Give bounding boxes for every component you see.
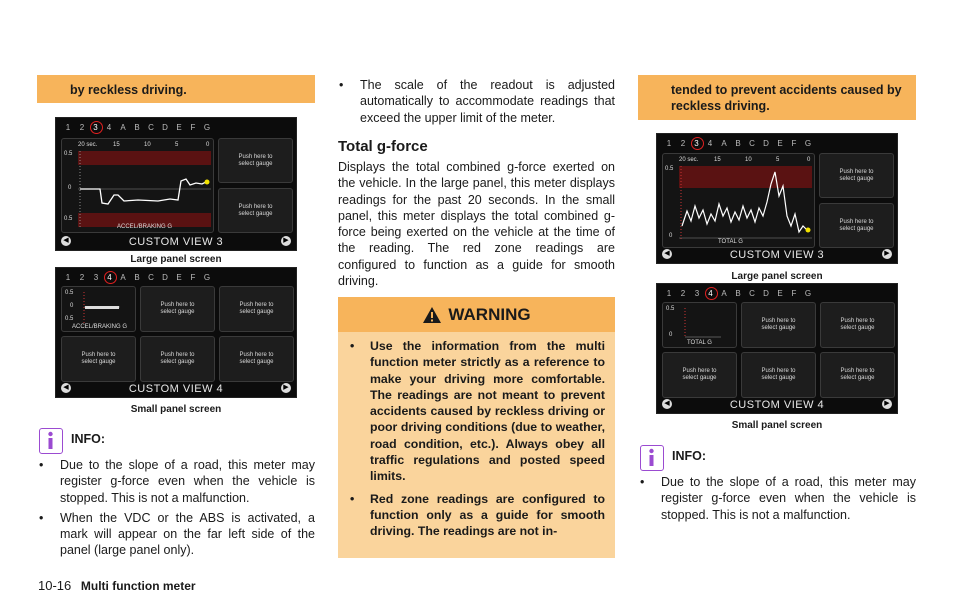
left-arrow-icon[interactable]: ◀ [662,399,672,409]
info-list [38,457,315,563]
list-item: • Due to the slope of a road, this meter may register g-force even when the vehicle is stopped. This is not a malfunction. [639,474,916,523]
large-panel-screen-image [55,117,297,251]
list-item: • The scale of the readout is adjusted automatically to accommodate readings that exceed the upper limit of the meter. [338,77,615,126]
accel-braking-trace [78,151,211,227]
large-panel-caption: Large panel screen [731,271,823,282]
page-footer [38,578,196,593]
info-icon [640,445,664,471]
section-paragraph: Displays the total combined g-force exerted on the vehicle. In the large panel, this meter displays readings for the past 20 seconds. In the small panel, this meter displays the total combined g-force being exerted on the vehicle at the time of the reading. The red zone readings are configured to function as a guide for smooth driving. [338,160,615,289]
list-item: • Red zone readings are configured to function only as a guide for smooth driving. The readings are not in- [350,491,605,540]
large-panel-screen-image [656,133,898,264]
page-number: 10-16 [38,578,72,593]
band-text: by reckless driving. [70,83,187,97]
right-arrow-icon[interactable]: ▶ [882,399,892,409]
screen-title: CUSTOM VIEW 4 [729,399,825,411]
total-g-mini-graph: 0.5 0 TOTAL G [662,302,737,348]
list-item: • Due to the slope of a road, this meter may register g-force even when the vehicle is stopped. This is not a malfunction. [38,457,315,506]
gauge-tabs: 1 2 3 4 A B C D E F G [65,123,213,132]
large-panel-caption: Large panel screen [130,254,222,265]
select-gauge-tile[interactable]: Push here to select gauge [819,153,894,198]
total-g-graph: 20 sec. 15 10 5 0 0.5 0 TOTAL G [662,153,815,248]
select-gauge-tile[interactable]: Push here to select gauge [61,336,136,382]
select-gauge-tile[interactable]: Push here to select gauge [219,286,294,332]
left-arrow-icon[interactable]: ◀ [662,249,672,259]
section-heading: Total g-force [338,138,428,155]
info-list [639,474,916,527]
small-panel-caption: Small panel screen [130,404,222,415]
select-gauge-tile[interactable]: Push here to select gauge [140,286,215,332]
accel-braking-graph: 20 sec. 15 10 5 0 0.5 0 0.5 ACCEL/BRAKING G [61,138,214,233]
gauge-tabs: 1 2 3 4 A B C D E F G [666,289,814,298]
select-gauge-tile[interactable]: Push here to select gauge [218,138,293,183]
right-arrow-icon[interactable]: ▶ [281,236,291,246]
small-panel-caption: Small panel screen [731,420,823,431]
scale-note-list [338,77,615,130]
warning-header [338,297,615,332]
warning-title: WARNING [448,304,531,324]
screen-title: CUSTOM VIEW 3 [128,236,224,248]
screen-title: CUSTOM VIEW 3 [729,249,825,261]
warning-triangle-icon [422,306,442,324]
right-arrow-icon[interactable]: ▶ [882,249,892,259]
select-gauge-tile[interactable]: Push here to select gauge [820,352,895,398]
left-arrow-icon[interactable]: ◀ [61,383,71,393]
info-icon [39,428,63,454]
warning-box [338,297,615,558]
select-gauge-tile[interactable]: Push here to select gauge [819,203,894,248]
accel-braking-mini-graph: 0.5 0 0.5 ACCEL/BRAKING G [61,286,136,332]
small-panel-screen-image [55,267,297,398]
right-arrow-icon[interactable]: ▶ [281,383,291,393]
small-panel-screen-image [656,283,898,414]
info-heading: INFO: [71,432,106,446]
total-g-trace [679,166,812,240]
continued-text-band [37,75,315,103]
band-text: tended to prevent accidents caused by reckless driving. [671,83,902,113]
list-item: • When the VDC or the ABS is activated, a mark will appear on the far left side of the panel (large panel only). [38,510,315,559]
select-gauge-tile[interactable]: Push here to select gauge [140,336,215,382]
warning-list [338,332,615,540]
list-item: • Use the information from the multi function meter strictly as a reference to make your driving more comfortable. The readings are not meant to prevent accidents caused by reckless driving or poor driving conditions (due to weather, road condition, etc.). Always obey all traffic regulations and posted speed limits. [350,338,605,485]
section-name: Multi function meter [80,579,196,593]
select-gauge-tile[interactable]: Push here to select gauge [662,352,737,398]
select-gauge-tile[interactable]: Push here to select gauge [820,302,895,348]
info-heading: INFO: [672,449,707,463]
continued-text-band [638,75,916,120]
screen-title: CUSTOM VIEW 4 [128,383,224,395]
select-gauge-tile[interactable]: Push here to select gauge [219,336,294,382]
left-arrow-icon[interactable]: ◀ [61,236,71,246]
gauge-tabs: 1 2 3 4 A B C D E F G [666,139,814,148]
select-gauge-tile[interactable]: Push here to select gauge [741,352,816,398]
select-gauge-tile[interactable]: Push here to select gauge [741,302,816,348]
select-gauge-tile[interactable]: Push here to select gauge [218,188,293,233]
gauge-tabs: 1 2 3 4 A B C D E F G [65,273,213,282]
